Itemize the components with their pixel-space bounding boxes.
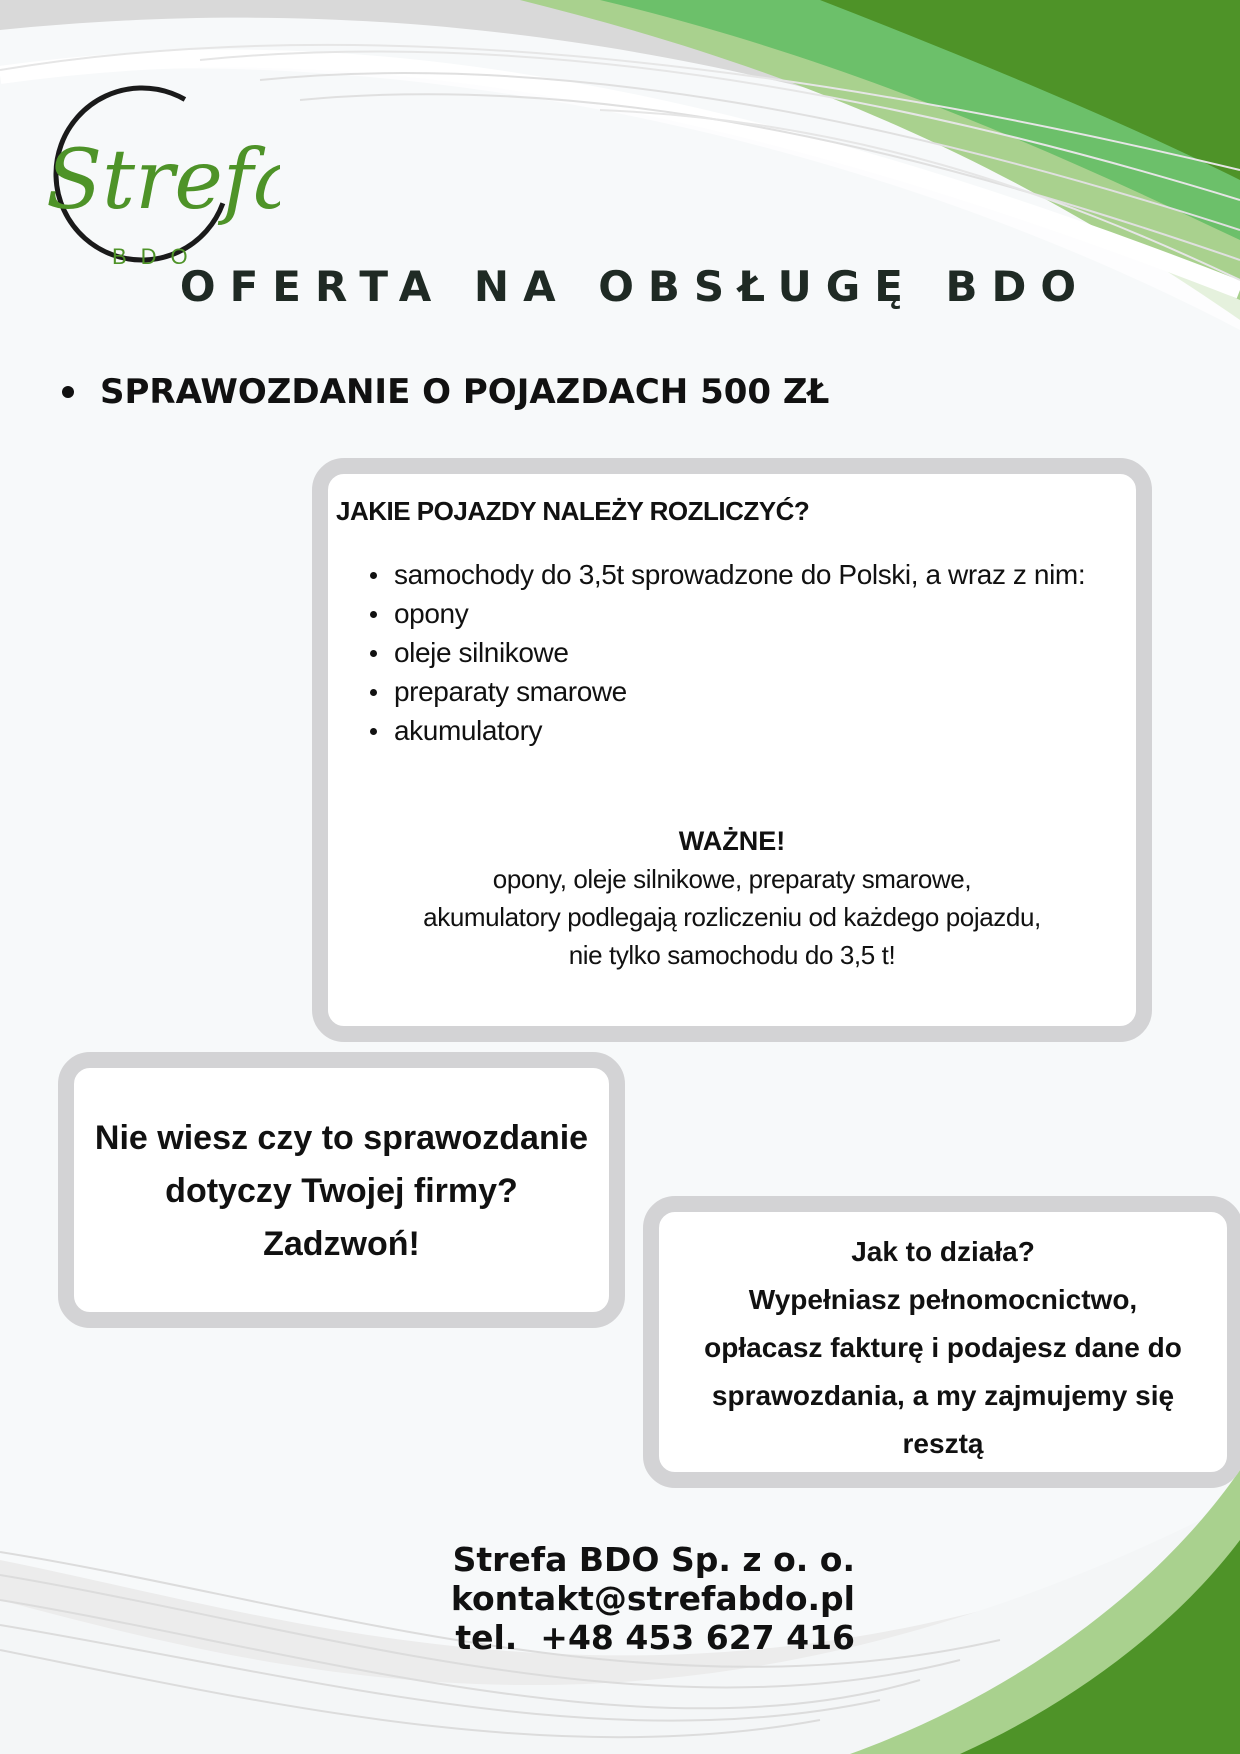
logo	[40, 80, 280, 280]
important-note	[336, 822, 1128, 974]
vehicles-list	[336, 555, 1128, 750]
list-item: opony	[394, 594, 1128, 633]
important-line: opony, oleje silnikowe, preparaty smarowe,	[492, 864, 972, 894]
how-line: resztą	[902, 1428, 984, 1459]
main-offer-text: SPRAWOZDANIE O POJAZDACH 500 ZŁ	[100, 372, 830, 412]
question-line: dotyczy Twojej firmy?	[165, 1172, 518, 1210]
main-offer	[62, 372, 829, 412]
how-it-works-card	[643, 1196, 1240, 1488]
call-to-action: Zadzwoń!	[263, 1225, 420, 1263]
contact-block	[451, 1540, 855, 1657]
how-heading: Jak to działa?	[851, 1236, 1035, 1267]
vehicles-heading: JAKIE POJAZDY NALEŻY ROZLICZYĆ?	[336, 496, 810, 526]
list-item: akumulatory	[394, 711, 1128, 750]
logo-graphic	[40, 80, 280, 280]
important-line: akumulatory podlegają rozliczeniu od każdego pojazdu,	[423, 902, 1041, 932]
important-heading: WAŻNE!	[678, 826, 786, 856]
question-line: Nie wiesz czy to sprawozdanie	[94, 1119, 589, 1157]
vehicles-card	[312, 458, 1152, 1042]
bullet-dot	[62, 386, 74, 398]
question-card	[58, 1052, 625, 1328]
page-title: OFERTA NA OBSŁUGĘ BDO	[179, 262, 1091, 311]
list-item: preparaty smarowe	[394, 672, 1128, 711]
important-line: nie tylko samochodu do 3,5 t!	[568, 940, 896, 970]
company-name: Strefa BDO Sp. z o. o.	[452, 1540, 855, 1579]
logo-subtext: BDO	[112, 244, 202, 269]
list-item: samochody do 3,5t sprowadzone do Polski, a wraz z nim:	[394, 555, 1128, 594]
contact-email[interactable]: kontakt@strefabdo.pl	[450, 1579, 855, 1618]
how-line: sprawozdania, a my zajmujemy się	[711, 1380, 1175, 1411]
logo-script: Strefa	[46, 133, 280, 228]
list-item: oleje silnikowe	[394, 633, 1128, 672]
how-line: opłacasz fakturę i podajesz dane do	[704, 1332, 1182, 1363]
how-line: Wypełniasz pełnomocnictwo,	[748, 1284, 1138, 1315]
contact-phone[interactable]: tel. +48 453 627 416	[455, 1618, 855, 1657]
